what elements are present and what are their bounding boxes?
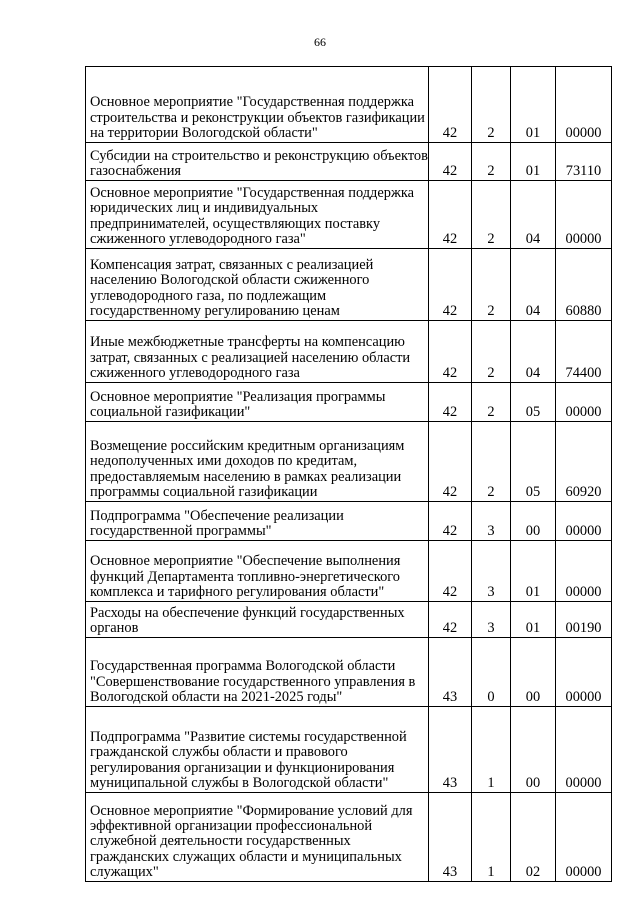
main-event-code: 02 bbox=[511, 793, 556, 882]
direction-code: 73110 bbox=[556, 143, 612, 181]
program-code: 42 bbox=[429, 422, 472, 502]
main-event-code: 01 bbox=[511, 541, 556, 602]
direction-code: 60920 bbox=[556, 422, 612, 502]
table-row bbox=[86, 541, 612, 602]
row-name: Субсидии на строительство и реконструкцию объектов газоснабжения bbox=[86, 143, 429, 181]
table-row bbox=[86, 502, 612, 541]
main-event-code: 01 bbox=[511, 67, 556, 143]
main-event-code: 05 bbox=[511, 422, 556, 502]
direction-code: 00000 bbox=[556, 502, 612, 541]
row-name: Компенсация затрат, связанных с реализацией населению Вологодской области сжиженного углеводородного газа, по подлежащим государственному регулированию ценам bbox=[86, 249, 429, 321]
direction-code: 00000 bbox=[556, 383, 612, 422]
program-code: 43 bbox=[429, 638, 472, 707]
direction-code: 00000 bbox=[556, 541, 612, 602]
direction-code: 00000 bbox=[556, 638, 612, 707]
direction-code: 00000 bbox=[556, 707, 612, 793]
main-event-code: 01 bbox=[511, 143, 556, 181]
subprogram-code: 3 bbox=[472, 541, 511, 602]
main-event-code: 04 bbox=[511, 321, 556, 383]
table-row bbox=[86, 383, 612, 422]
main-event-code: 05 bbox=[511, 383, 556, 422]
table-row bbox=[86, 638, 612, 707]
subprogram-code: 2 bbox=[472, 143, 511, 181]
row-name: Подпрограмма "Развитие системы государственной гражданской службы области и правового регулирования организации и функционирования муниципальной службы в Вологодской области" bbox=[86, 707, 429, 793]
table-row bbox=[86, 602, 612, 638]
subprogram-code: 2 bbox=[472, 181, 511, 249]
row-name: Основное мероприятие "Реализация программы социальной газификации" bbox=[86, 383, 429, 422]
subprogram-code: 2 bbox=[472, 249, 511, 321]
direction-code: 74400 bbox=[556, 321, 612, 383]
row-name: Основное мероприятие "Обеспечение выполнения функций Департамента топливно-энергетического комплекса и тарифного регулирования области" bbox=[86, 541, 429, 602]
main-event-code: 01 bbox=[511, 602, 556, 638]
program-code: 43 bbox=[429, 793, 472, 882]
row-name: Основное мероприятие "Формирование условий для эффективной организации профессиональной служебной деятельности государственных гражданских служащих области и муниципальных служащих" bbox=[86, 793, 429, 882]
subprogram-code: 3 bbox=[472, 602, 511, 638]
subprogram-code: 2 bbox=[472, 321, 511, 383]
direction-code: 00000 bbox=[556, 67, 612, 143]
direction-code: 60880 bbox=[556, 249, 612, 321]
main-event-code: 00 bbox=[511, 707, 556, 793]
table-row bbox=[86, 793, 612, 882]
program-code: 43 bbox=[429, 707, 472, 793]
program-code: 42 bbox=[429, 249, 472, 321]
row-name: Иные межбюджетные трансферты на компенсацию затрат, связанных с реализацией населению области сжиженного углеводородного газа bbox=[86, 321, 429, 383]
program-code: 42 bbox=[429, 541, 472, 602]
table-row bbox=[86, 321, 612, 383]
subprogram-code: 2 bbox=[472, 383, 511, 422]
program-code: 42 bbox=[429, 602, 472, 638]
main-event-code: 04 bbox=[511, 249, 556, 321]
table-row bbox=[86, 143, 612, 181]
main-event-code: 00 bbox=[511, 638, 556, 707]
row-name: Возмещение российским кредитным организациям недополученных ими доходов по кредитам, предоставляемым населению в рамках реализации программы социальной газификации bbox=[86, 422, 429, 502]
program-code: 42 bbox=[429, 67, 472, 143]
table-row bbox=[86, 707, 612, 793]
row-name: Расходы на обеспечение функций государственных органов bbox=[86, 602, 429, 638]
subprogram-code: 3 bbox=[472, 502, 511, 541]
program-code: 42 bbox=[429, 383, 472, 422]
main-event-code: 04 bbox=[511, 181, 556, 249]
program-code: 42 bbox=[429, 321, 472, 383]
program-code: 42 bbox=[429, 502, 472, 541]
row-name: Основное мероприятие "Государственная поддержка юридических лиц и индивидуальных предпринимателей, осуществляющих поставку сжиженного углеводородного газа" bbox=[86, 181, 429, 249]
direction-code: 00000 bbox=[556, 793, 612, 882]
table-row bbox=[86, 249, 612, 321]
subprogram-code: 1 bbox=[472, 707, 511, 793]
page-number: 66 bbox=[314, 35, 326, 49]
row-name: Основное мероприятие "Государственная поддержка строительства и реконструкции объектов газификации на территории Вологодской области" bbox=[86, 67, 429, 143]
direction-code: 00000 bbox=[556, 181, 612, 249]
table-row bbox=[86, 181, 612, 249]
program-code: 42 bbox=[429, 143, 472, 181]
direction-code: 00190 bbox=[556, 602, 612, 638]
subprogram-code: 2 bbox=[472, 67, 511, 143]
row-name: Государственная программа Вологодской области "Совершенствование государственного управления в Вологодской области на 2021-2025 годы" bbox=[86, 638, 429, 707]
budget-classification-table bbox=[85, 66, 612, 882]
table-row bbox=[86, 422, 612, 502]
subprogram-code: 0 bbox=[472, 638, 511, 707]
program-code: 42 bbox=[429, 181, 472, 249]
subprogram-code: 2 bbox=[472, 422, 511, 502]
row-name: Подпрограмма "Обеспечение реализации государственной программы" bbox=[86, 502, 429, 541]
table-row bbox=[86, 67, 612, 143]
subprogram-code: 1 bbox=[472, 793, 511, 882]
main-event-code: 00 bbox=[511, 502, 556, 541]
